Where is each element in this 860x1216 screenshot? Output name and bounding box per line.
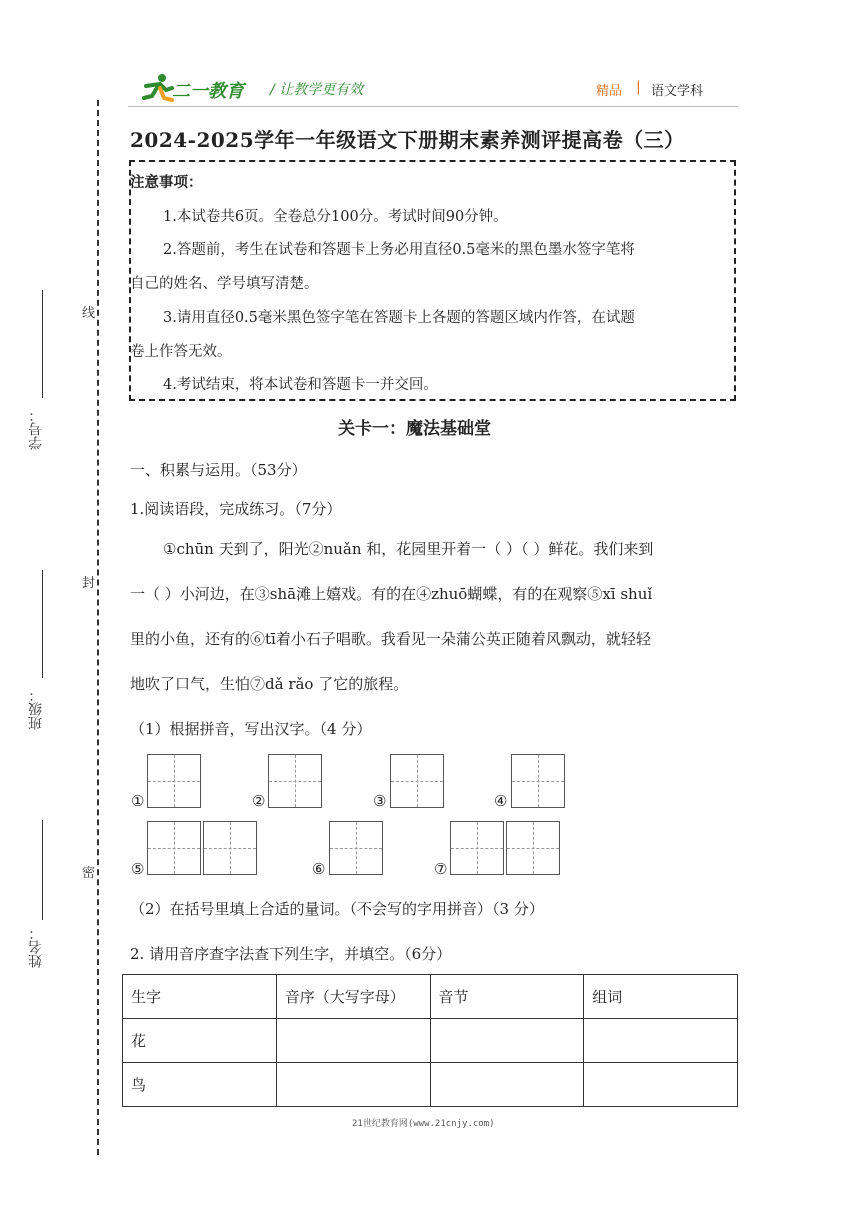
name-label: 姓名：: [28, 926, 44, 968]
table-cell-char: 鸟: [123, 1063, 277, 1107]
binding-dashed-line: [97, 100, 99, 1155]
notice-line: 自己的姓名、学号填写清楚。: [130, 276, 319, 292]
class-blank[interactable]: [42, 570, 43, 678]
writing-grid[interactable]: [329, 821, 383, 875]
writing-grid[interactable]: [268, 754, 322, 808]
logo-text: 二一教育: [172, 81, 244, 102]
writing-grid[interactable]: [511, 754, 565, 808]
passage-line: 里的小鱼，还有的⑥tī着小石子唱歌。我看见一朵蒲公英正随着风飘动，就轻轻: [130, 630, 651, 648]
table-row: [123, 1019, 738, 1063]
name-blank[interactable]: [42, 820, 43, 920]
table-cell-blank[interactable]: [584, 1019, 738, 1063]
question-1-title: 1.阅读语段，完成练习。（7分）: [130, 500, 342, 518]
table-header-row: [123, 975, 738, 1019]
table-header-cell: 音节: [430, 975, 584, 1019]
writing-grid[interactable]: [203, 821, 257, 875]
notice-line: 3.请用直径0.5毫米黑色签字笔在答题卡上各题的答题区域内作答，在试题: [163, 310, 635, 326]
table-header-cell: 生字: [123, 975, 277, 1019]
marker: ①: [131, 792, 145, 810]
table-cell-char: 花: [123, 1019, 277, 1063]
table-header-cell: 组词: [584, 975, 738, 1019]
marker: ⑦: [434, 860, 448, 878]
seal-char-mi: 密: [82, 866, 96, 881]
part-heading: 一、积累与运用。（53分）: [130, 461, 307, 479]
table-cell-blank[interactable]: [584, 1063, 738, 1107]
writing-grid[interactable]: [147, 821, 201, 875]
header-separator: |: [636, 79, 641, 95]
header-rule: [128, 106, 738, 107]
table-cell-blank[interactable]: [276, 1063, 430, 1107]
marker: ③: [373, 792, 387, 810]
footer-text: 21世纪教育网(www.21cnjy.com): [352, 1119, 495, 1129]
marker: ⑤: [131, 860, 145, 878]
writing-grid[interactable]: [390, 754, 444, 808]
slogan: / 让教学更有效: [270, 82, 364, 98]
seal-char-xian: 线: [82, 306, 96, 321]
jingpin-label: 精品: [596, 84, 623, 99]
table-cell-blank[interactable]: [430, 1063, 584, 1107]
sub-question-2: （2）在括号里填上合适的量词。（不会写的字用拼音）（3 分）: [130, 900, 544, 918]
table-header-cell: 音序（大写字母）: [276, 975, 430, 1019]
writing-grid[interactable]: [450, 821, 504, 875]
marker: ②: [252, 792, 266, 810]
passage-line: 地吹了口气，生怕⑦dǎ rǎo 了它的旅程。: [130, 675, 409, 693]
subject-label: 语文学科: [651, 84, 704, 99]
passage-line: ①chūn 天到了，阳光②nuǎn 和，花园里开着一（ ）（ ）鲜花。我们来到: [163, 540, 654, 558]
notice-line: 卷上作答无效。: [130, 344, 232, 360]
notice-line: 1.本试卷共6页。全卷总分100分。考试时间90分钟。: [163, 209, 508, 225]
notice-line: 4.考试结束，将本试卷和答题卡一并交回。: [163, 377, 438, 393]
writing-grid[interactable]: [147, 754, 201, 808]
notice-heading: 注意事项：: [130, 174, 203, 191]
marker: ④: [494, 792, 508, 810]
table-cell-blank[interactable]: [430, 1019, 584, 1063]
student-id-label: 学号：: [28, 408, 44, 450]
pinyin-lookup-table: [122, 974, 738, 1107]
notice-line: 2.答题前，考生在试卷和答题卡上务必用直径0.5毫米的黑色墨水签字笔将: [163, 242, 635, 258]
class-label: 班级：: [28, 688, 44, 730]
marker: ⑥: [312, 860, 326, 878]
writing-grid[interactable]: [506, 821, 560, 875]
seal-char-feng: 封: [82, 576, 96, 591]
question-2-title: 2. 请用音序查字法查下列生字，并填空。（6分）: [130, 945, 452, 963]
table-cell-blank[interactable]: [276, 1019, 430, 1063]
section-title: 关卡一：魔法基础堂: [338, 419, 491, 439]
page-title: 2024-2025学年一年级语文下册期末素养测评提高卷（三）: [130, 128, 685, 152]
passage-line: 一（ ）小河边，在③shā滩上嬉戏。有的在④zhuō蝴蝶，有的在观察⑤xī shuǐ: [130, 585, 653, 603]
table-row: [123, 1063, 738, 1107]
student-id-blank[interactable]: [42, 290, 43, 398]
sub-question-1: （1）根据拼音，写出汉字。（4 分）: [130, 720, 372, 738]
